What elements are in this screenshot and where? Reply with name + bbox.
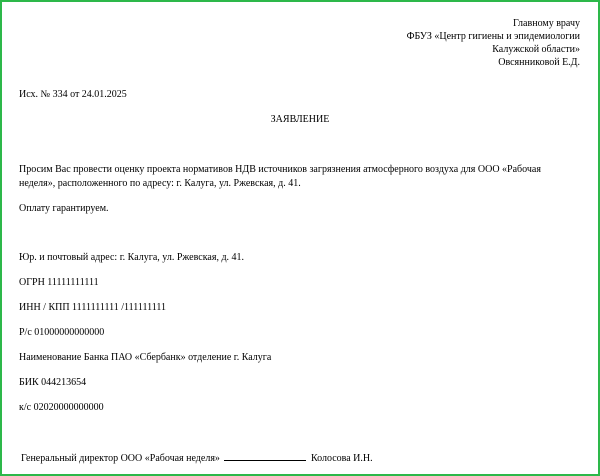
payment-guarantee: Оплату гарантируем. — [19, 203, 109, 214]
bank-name: Наименование Банка ПАО «Сбербанк» отделение г. Калуга — [19, 352, 272, 363]
addressee-position: Главному врачу — [513, 18, 580, 29]
signature-blank — [224, 451, 306, 461]
bik: БИК 044213654 — [19, 377, 87, 388]
addressee-organization-region: Калужской области» — [492, 44, 580, 55]
correspondent-account: к/с 02020000000000 — [19, 402, 104, 413]
document-title: ЗАЯВЛЕНИЕ — [270, 114, 330, 125]
ogrn: ОГРН 11111111111 — [19, 277, 99, 288]
signatory-name: Колосова И.Н. — [310, 453, 373, 464]
outgoing-reference: Исх. № 334 от 24.01.2025 — [19, 89, 127, 100]
inn-kpp: ИНН / КПП 1111111111 /111111111 — [19, 302, 167, 313]
legal-address: Юр. и почтовый адрес: г. Калуга, ул. Ржевская, д. 41. — [19, 252, 245, 263]
settlement-account: Р/с 01000000000000 — [19, 327, 105, 338]
addressee-name: Овсянниковой Е.Д. — [498, 57, 580, 68]
signature-line — [21, 451, 373, 465]
addressee-block — [407, 17, 580, 69]
addressee-organization: ФБУЗ «Центр гигиены и эпидемиологии — [406, 31, 580, 42]
request-paragraph: Просим Вас провести оценку проекта нормативов НДВ источников загрязнения атмосферного воздуха для ООО «Рабочая неделя», расположенного по адресу: г. Калуга, ул. Ржевская, д. 41. — [19, 164, 541, 189]
signatory-position: Генеральный директор ООО «Рабочая неделя» — [21, 453, 220, 464]
